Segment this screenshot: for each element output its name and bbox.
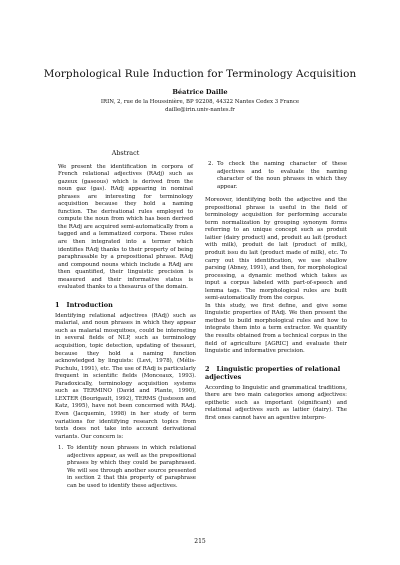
section-2-number: 2 — [205, 364, 210, 373]
page-number: 215 — [194, 538, 206, 545]
affiliation-address: IRIN, 2, rue de la Houssinière, BP 92208, 44322 Nantes Cedex 3 France — [100, 99, 300, 105]
section-2-heading — [205, 365, 347, 381]
list-item-text: To check the naming character of these adjectives and to evaluate the naming character of the noun phrases in which they appear. — [217, 161, 347, 190]
list-item — [205, 161, 347, 191]
section-1-text: Identifying relational adjectives (RAdj) such as malarial, and noun phrases in which they appear such as malarial mosquitoes, could be interesting in several fields of NLP, such as terminology acquisition, topic detection, updating of thesauri, because they hold a naming function acknowledged by linguists: (Levi, 1978), (Mélis-Puchulu, 1991), etc. The use of RAdj is particularly frequent in scientific fields (Monceaux, 1993). Paradoxically, terminology acquisition systems such as TERMINO (David and Plante, 1990), LEXTER (Bourigault, 1992), TERMS (Justeson and Katz, 1995), have not been concerned with RAdj. Even (Jacquemin, 1998) in her study of term variations for identifying research topics from texts does not take into account derivational variants. Our concern is: — [55, 312, 196, 440]
body-paragraph: In this study, we first define, and give some linguistic properties of RAdj. We then present the method to build morphological rules and how to integrate them into a term extractor. We quantify the results obtained from a technical corpus in the field of agriculture [AGRIC] and evaluate their linguistic and informative precision. — [205, 302, 347, 355]
affiliation-email: daille@irin.univ-nantes.fr — [165, 107, 235, 114]
section-1-heading — [55, 301, 196, 309]
author-name: Béatrice Daille — [172, 88, 228, 96]
list-item-text: To identify noun phrases in which relational adjectives appear, as well as the prepositional phrases by which they could be paraphrased. We will see through another source presented in section 2 that this property of paraphrase can be used to identify these adjectives. — [67, 445, 196, 489]
right-column — [205, 161, 347, 422]
abstract-text: We present the identification in corpora of French relational adjectives (RAdj) such as gazeux (gaseous) which is derived from the noun gaz (gas). RAdj appearing in nominal phrases are interesting for terminology acquisition because they hold a naming function. The derivational rules employed to compute the noun from which has been derived the RAdj are acquired semi-automatically from a tagged and a lemmatized corpora. These rules are then integrated into a termer which identifies RAdj thanks to their property of being paraphrasable by a prepositional phrase. RAdj and compound nouns which include a RAdj are then quantified, their linguistic precision is measured and their informative status is evaluated thanks to a thesaurus of the domain. — [58, 163, 193, 291]
list-item-number: 1. — [58, 445, 64, 452]
paper-title: Morphological Rule Induction for Terminology Acquisition — [43, 68, 357, 80]
body-paragraph: Moreover, identifying both the adjective and the prepositional phrase is useful in the field of terminology acquisition for performing accurate term normalization by grouping synonym forms referring to an unique concept such as produit laitier (dairy product) and, produit au lait (product with milk), produit de lait (product of milk), produit issu du lait (product made of milk), etc. To carry out this identification, we use shallow parsing (Abney, 1991), and then, for morphological processing, a dynamic method which takes as input a corpus labeled with part-of-speech and lemma tags. The morphological rules are built semi-automatically from the corpus. — [205, 197, 347, 302]
section-1-title: Introduction — [66, 300, 113, 309]
affiliation — [0, 98, 400, 114]
abstract-heading: Abstract — [111, 149, 140, 157]
aims-list-continued — [205, 161, 347, 191]
list-item — [55, 445, 196, 490]
section-2-title: Linguistic properties of relational adjectives — [205, 364, 341, 381]
left-column — [55, 150, 196, 492]
section-2-text: According to linguistic and grammatical traditions, there are two main categories among adjectives: epithetic such as important (significant) and relational adjectives such as laitier (dairy). The first ones cannot have an agentive interpre- — [205, 384, 347, 421]
aims-list — [55, 445, 196, 490]
list-item-number: 2. — [208, 161, 214, 167]
section-1-number: 1 — [55, 300, 60, 309]
